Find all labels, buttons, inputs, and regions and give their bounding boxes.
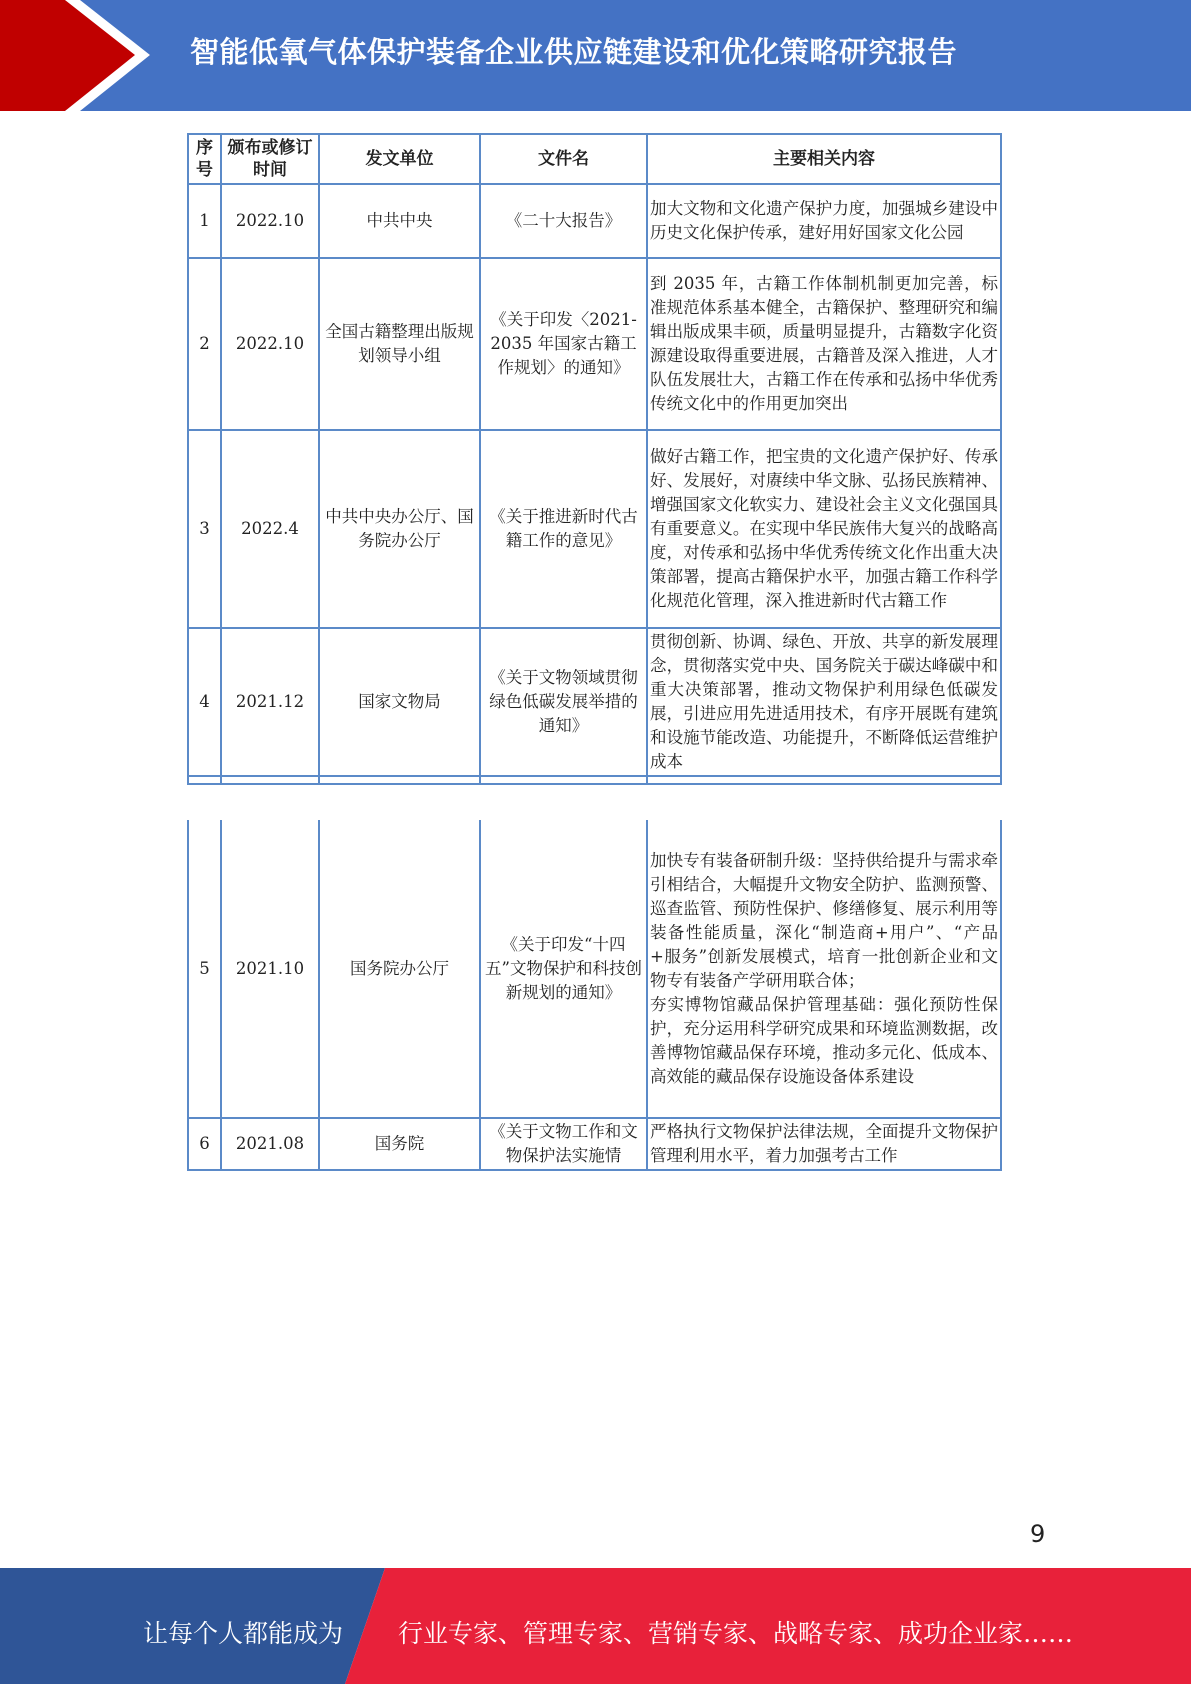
policy-table-part2 — [187, 820, 1002, 1171]
row-content: 加大文物和文化遗产保护力度，加强城乡建设中历史文化保护传承，建好用好国家文化公园 — [647, 184, 1001, 258]
page-number: 9 — [1030, 1520, 1046, 1548]
row-file: 《关于印发“十四五”文物保护和科技创新规划的通知》 — [480, 820, 647, 1118]
header-date: 颁布或修订时间 — [221, 134, 319, 184]
table-row — [188, 820, 1001, 1118]
row-unit: 中共中央办公厅、国务院办公厅 — [319, 430, 480, 628]
row-no: 3 — [188, 430, 221, 628]
row-content-part2: 夯实博物馆藏品保护管理基础：强化预防性保护，充分运用科学研究成果和环境监测数据，改善博物馆藏品保存环境，推动多元化、低成本、高效能的藏品保存设施设备体系建设 — [650, 994, 998, 1086]
row-unit: 国家文物局 — [319, 628, 480, 776]
table-row — [188, 628, 1001, 776]
page-header — [0, 0, 1191, 111]
row-date: 2021.08 — [221, 1118, 319, 1170]
row-no: 4 — [188, 628, 221, 776]
row-content-part1: 加快专有装备研制升级：坚持供给提升与需求牵引相结合，大幅提升文物安全防护、监测预警、巡查监管、预防性保护、修缮修复、展示利用等装备性能质量，深化“制造商+用户”、“产品+服务”创新发展模式，培育一批创新企业和文物专有装备产学研用联合体； — [650, 850, 998, 990]
page-footer — [0, 1568, 1191, 1684]
row-file: 《关于文物领域贯彻绿色低碳发展举措的通知》 — [480, 628, 647, 776]
table-cut-row — [188, 776, 1001, 784]
header-content: 主要相关内容 — [647, 134, 1001, 184]
header-no: 序号 — [188, 134, 221, 184]
row-unit: 国务院办公厅 — [319, 820, 480, 1118]
header-unit: 发文单位 — [319, 134, 480, 184]
row-content: 到 2035 年，古籍工作体制机制更加完善，标准规范体系基本健全，古籍保护、整理研究和编辑出版成果丰硕，质量明显提升，古籍数字化资源建设取得重要进展，古籍普及深入推进，人才队伍发展壮大，古籍工作在传承和弘扬中华优秀传统文化中的作用更加突出 — [647, 258, 1001, 430]
row-content: 做好古籍工作，把宝贵的文化遗产保护好、传承好、发展好，对赓续中华文脉、弘扬民族精神、增强国家文化软实力、建设社会主义文化强国具有重要意义。在实现中华民族伟大复兴的战略高度，对传承和弘扬中华优秀传统文化作出重大决策部署，提高古籍保护水平，加强古籍工作科学化规范化管理，深入推进新时代古籍工作 — [647, 430, 1001, 628]
row-content: 贯彻创新、协调、绿色、开放、共享的新发展理念，贯彻落实党中央、国务院关于碳达峰碳中和重大决策部署，推动文物保护利用绿色低碳发展，引进应用先进适用技术，有序开展既有建筑和设施节能改造、功能提升，不断降低运营维护成本 — [647, 628, 1001, 776]
row-content — [647, 820, 1001, 1118]
row-date: 2021.12 — [221, 628, 319, 776]
row-no: 5 — [188, 820, 221, 1118]
row-no: 6 — [188, 1118, 221, 1170]
table-row — [188, 430, 1001, 628]
row-date: 2022.4 — [221, 430, 319, 628]
row-content: 严格执行文物保护法律法规，全面提升文物保护管理利用水平，着力加强考古工作 — [647, 1118, 1001, 1170]
row-file: 《关于印发〈2021-2035 年国家古籍工作规划〉的通知》 — [480, 258, 647, 430]
policy-table-part1 — [187, 133, 1002, 785]
row-date: 2022.10 — [221, 258, 319, 430]
table-row — [188, 184, 1001, 258]
row-unit: 中共中央 — [319, 184, 480, 258]
table-row — [188, 258, 1001, 430]
header-file: 文件名 — [480, 134, 647, 184]
report-title: 智能低氧气体保护装备企业供应链建设和优化策略研究报告 — [190, 35, 958, 69]
table-row — [188, 1118, 1001, 1170]
footer-slogan-right: 行业专家、管理专家、营销专家、战略专家、成功企业家…… — [398, 1619, 1074, 1648]
row-unit: 全国古籍整理出版规划领导小组 — [319, 258, 480, 430]
table-header-row — [188, 134, 1001, 184]
row-date: 2022.10 — [221, 184, 319, 258]
footer-slogan-left: 让每个人都能成为 — [143, 1619, 344, 1648]
row-unit: 国务院 — [319, 1118, 480, 1170]
row-no: 1 — [188, 184, 221, 258]
row-file: 《关于推进新时代古籍工作的意见》 — [480, 430, 647, 628]
row-file: 《关于文物工作和文物保护法实施情 — [480, 1118, 647, 1170]
row-date: 2021.10 — [221, 820, 319, 1118]
row-file: 《二十大报告》 — [480, 184, 647, 258]
row-no: 2 — [188, 258, 221, 430]
